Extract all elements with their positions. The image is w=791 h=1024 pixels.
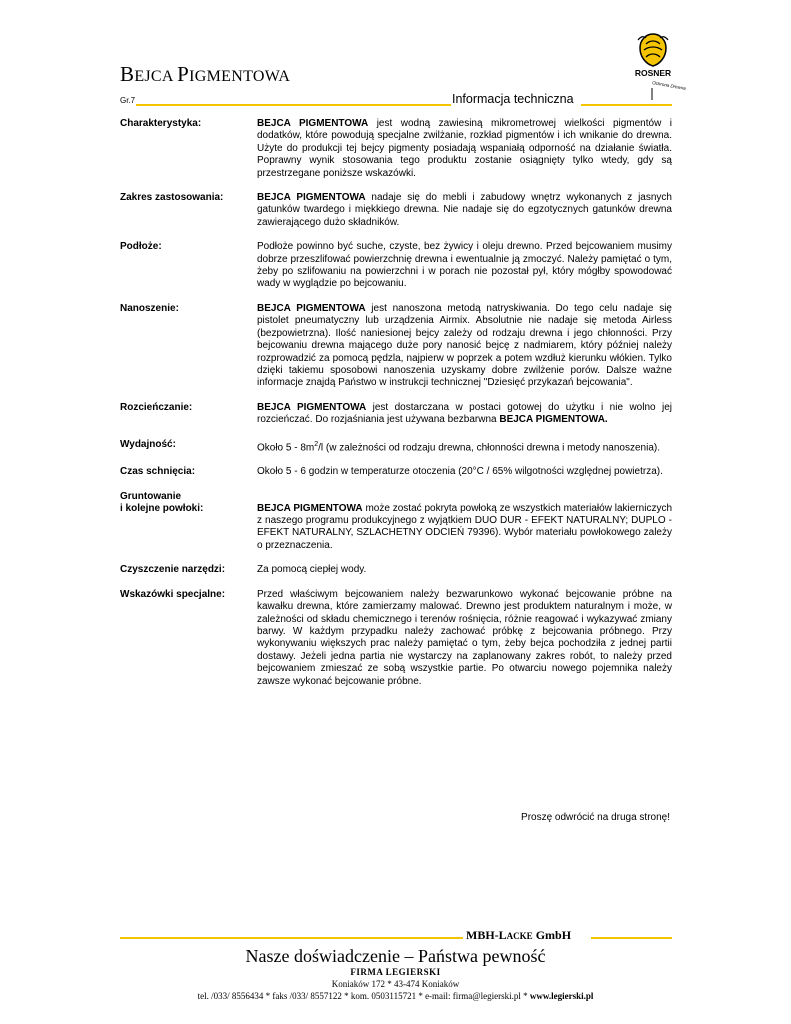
- row-label: Czas schnięcia:: [120, 466, 196, 478]
- rose-icon: [638, 34, 668, 66]
- row-rozcienczanie: [120, 402, 672, 427]
- footer-divider-left: [120, 937, 463, 939]
- row-gruntowanie: [120, 491, 672, 553]
- address: Koniaków 172 * 43-474 Koniaków: [331, 979, 460, 989]
- row-label: Charakterystyka:: [120, 118, 202, 129]
- row-czas-schniecia: [120, 466, 672, 478]
- contact-line: tel. /033/ 8556434 * faks /033/ 8557122 * kom. 0503115721 * e-mail: firma@legierski.pl * www.legierski.pl: [197, 991, 594, 1001]
- row-label: Nanoszenie:: [120, 302, 179, 314]
- slogan: Nasze doświadczenie – Państwa pewność: [245, 946, 546, 966]
- row-czyszczenie: [120, 564, 672, 576]
- row-label: Czyszczenie narzędzi:: [120, 564, 226, 576]
- row-text: BEJCA PIGMENTOWA jest nanoszona metodą natryskiwania. Do tego celu nadaje się pistolet pneumatyczny lub urządzenia Airmix. Absolutnie nie nadaje się metoda Airless (bezpowietrzna). Ilość naniesionej bejcy zależy od rodzaju drewna i jego chłonności. Przy bejcowaniu drewna mającego duże pory nanosić bejcę z nadmiarem, który później należy rozprowadzić za pomocą pędzla, najpierw w poprzek a potem wzdłuż kierunku włókien. Tylko dzięki takiemu sposobowi nanoszenia uzyskamy dobre zwilżenie porów. Dalsze ważne informacje znajdą Państwo w instrukcji technicznej "Dziesięć przykazań bejcowania".: [257, 302, 672, 389]
- row-wskazowki: [120, 589, 672, 688]
- row-podloze: [120, 241, 672, 291]
- row-text: Około $5 - 8m^2/l$ (w zależności od rodzaju drewna, chłonności drewna i metody nanoszenia).: [257, 440, 661, 453]
- document-title: BEJCA PIGMENTOWA: [120, 62, 291, 86]
- rosner-logo: [628, 30, 687, 100]
- row-text: Przed właściwym bejcowaniem należy bezwarunkowo wykonać bejcowanie próbne na kawałku drewna, które zamierzamy malować. Drewno jest produktem naturalnym i może, w zależności od składu chemicznego i terenów rośnięcia, różnie reagować i wykazywać zmiany barwy. W każdym przypadku należy zachować próbkę z bejcowania próbnego. Przy wykonywaniu większych prac należy pamiętać o tym, żeby bejca pochodziła z jednej partii dostawy. Jeżeli jedna partia nie wystarczy na zaplanowany zakres robót, to należy przed bejcowaniem zmieszać ze sobą wszystkie partie. Po otwarciu nowego pojemnika należy zawsze wykonać bejcowanie próbne.: [257, 588, 672, 687]
- row-text: BEJCA PIGMENTOWA może zostać pokryta powłoką ze wszystkich materiałów lakierniczych z naszego programu produkcyjnego z wyjątkiem DUO DUR - EFEKT NATURALNY; DUPLO - EFEKT NATURALNY, SZLACHETNY ODCIEŃ 79396). Wybór materiału powłokowego zależy o przeznaczenia.: [257, 502, 672, 551]
- row-text: Około 5 - 6 godzin w temperaturze otoczenia (20°C / 65% wilgotności względnej powietrza).: [257, 466, 663, 478]
- group-code: Gr.7: [120, 96, 136, 105]
- row-wydajnosc: [120, 439, 672, 455]
- row-text: BEJCA PIGMENTOWA nadaje się do mebli i zabudowy wnętrz wykonanych z jasnych gatunków twardego i miękkiego drewna. Nie nadaje się do egzotycznych gatunków drewna zawierającego dużo składników.: [257, 192, 672, 228]
- row-label: Podłoże:: [120, 241, 162, 253]
- website-link[interactable]: www.legierski.pl: [529, 991, 594, 1001]
- row-text: BEJCA PIGMENTOWA jest dostarczana w postaci gotowej do użytku i nie wolno jej rozcieńczać. Do rozjaśniania jest używana bezbarwna BEJCA PIGMENTOWA.: [257, 401, 672, 426]
- footer-divider-right: [591, 937, 672, 939]
- company-name: MBH-LACKE GmbH: [466, 928, 572, 942]
- row-text: Za pomocą ciepłej wody.: [257, 564, 367, 576]
- row-label: Zakres zastosowania:: [120, 192, 224, 204]
- turn-page-note: Proszę odwrócić na druga stronę!: [521, 812, 670, 823]
- firma-name: FIRMA LEGIERSKI: [350, 967, 441, 977]
- logo-tagline: Ochrona Drewna: [651, 80, 687, 91]
- row-text: Podłoże powinno być suche, czyste, bez żywicy i oleju drewno. Przed bejcowaniem musimy dobrze przeszlifować powierzchnię drewna i ewentualnie ją zmoczyć. Należy pamiętać o tym, żeby po szlifowaniu na powierzchni i w porach nie pozostał pył, który mógłby spowodować wady w wyglądzie po bejcowaniu.: [257, 241, 672, 290]
- info-heading: Informacja techniczna: [452, 92, 574, 106]
- header-divider-left: [136, 104, 451, 106]
- header-divider-right: [581, 104, 672, 106]
- spec-rows: [120, 118, 672, 700]
- row-label: Gruntowanie i kolejne powłoki:: [120, 490, 204, 514]
- row-charakterystyka: [120, 118, 672, 180]
- row-label: Rozcieńczanie:: [120, 401, 193, 413]
- row-text: BEJCA PIGMENTOWA jest wodną zawiesiną mikrometrowej wielkości pigmentów i dodatków, które powodują specjalne zwilżanie, rozkład pigmentów i ich wnikanie do drewna. Użyte do produkcji tej bejcy pigmenty posiadają wspaniałą odporność na działanie światła. Poprawny wynik stosowania tego produktu zostanie osiągnięty tylko wtedy, gdy są przestrzegane poniższe wskazówki.: [257, 118, 672, 179]
- row-nanoszenie: [120, 303, 672, 390]
- row-label: Wydajność:: [120, 438, 176, 450]
- logo-brand: ROSNER: [634, 68, 672, 78]
- row-zakres: [120, 192, 672, 229]
- row-label: Wskazówki specjalne:: [120, 588, 226, 600]
